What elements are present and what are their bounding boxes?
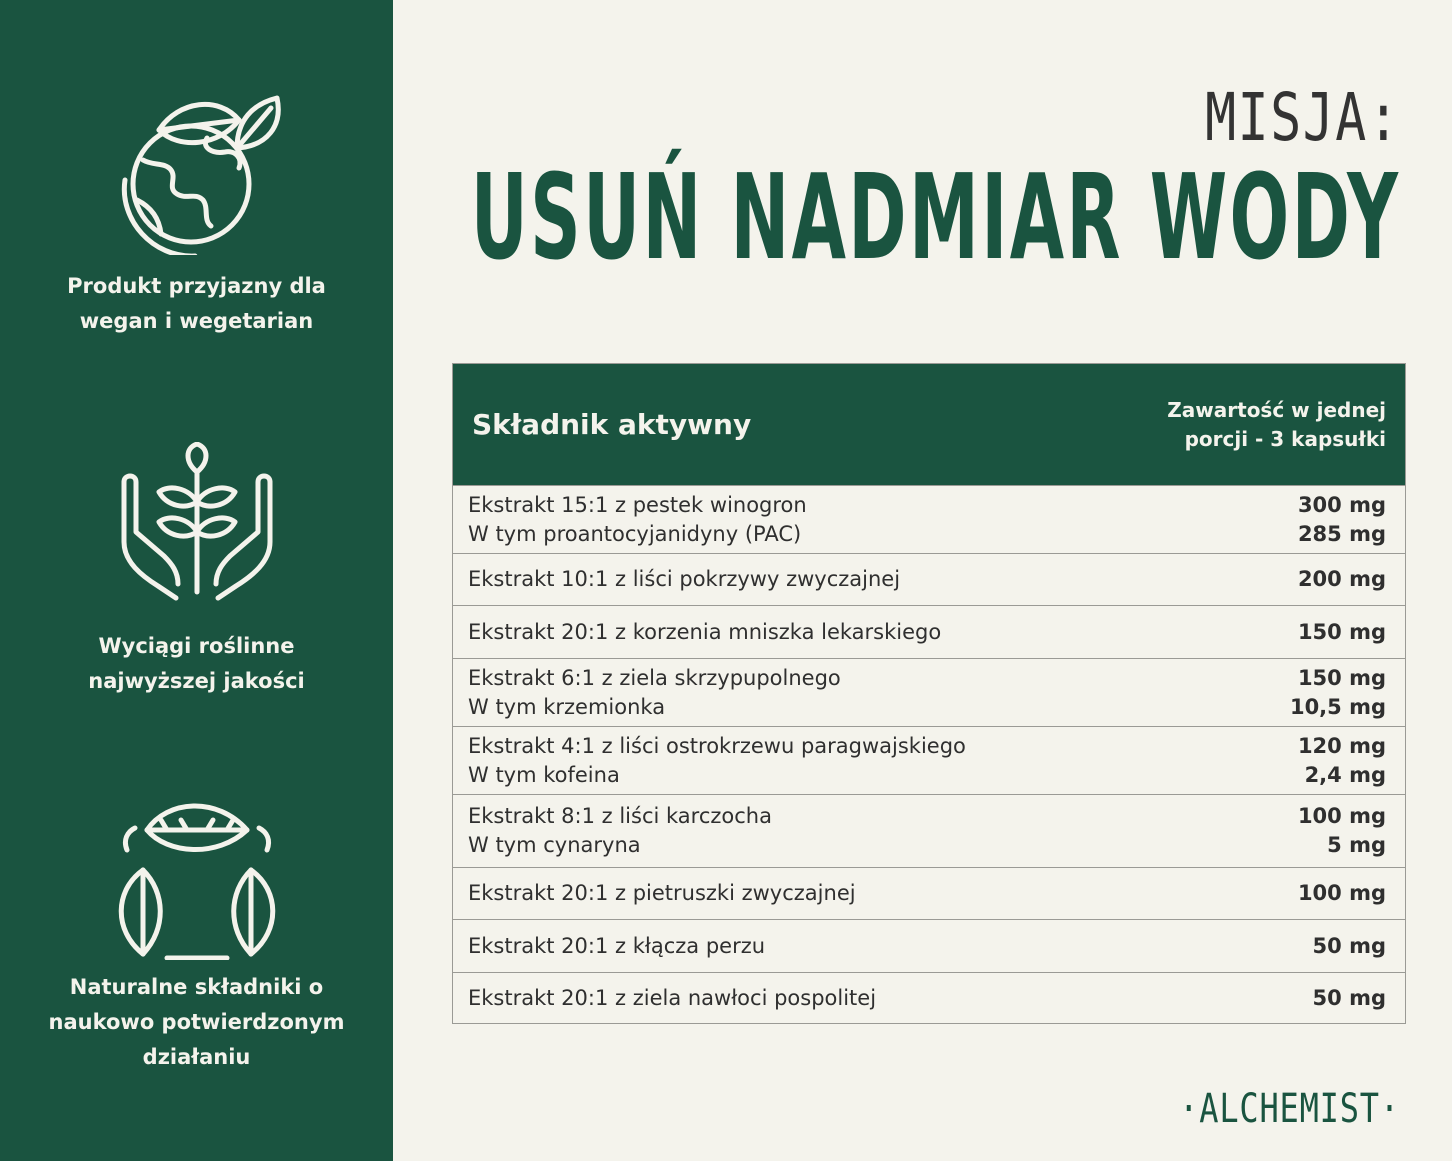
ingredient-name <box>468 802 772 860</box>
ingredient-name <box>468 618 941 647</box>
ingredient-line: Ekstrakt 4:1 z liści ostrokrzewu paragwajskiego <box>468 733 966 758</box>
amount-value: 50 mg <box>1312 985 1386 1010</box>
amount-value: 100 mg <box>1297 881 1386 905</box>
amount-value: 5 mg <box>1327 833 1386 857</box>
ingredient-amount <box>1313 932 1386 961</box>
ingredient-line: W tym kofeina <box>468 762 620 787</box>
ingredient-line: W tym krzemionka <box>468 694 666 719</box>
ingredient-name <box>468 879 856 908</box>
feature-plant-extracts <box>0 442 393 699</box>
column-header-ingredient: Składnik aktywny <box>472 408 752 441</box>
amount-value: 150 mg <box>1297 619 1386 644</box>
ingredient-line: Ekstrakt 20:1 z kłącza perzu <box>468 933 766 958</box>
amount-value: 100 mg <box>1297 804 1386 828</box>
feature-natural-text: Naturalne składniki o naukowo potwierdzonym działaniu <box>48 975 345 1069</box>
amount-value: 120 mg <box>1297 733 1386 758</box>
ingredient-line: W tym cynaryna <box>468 833 641 857</box>
earth-leaves-icon <box>107 90 287 255</box>
feature-vegan <box>0 90 393 339</box>
ingredient-amount <box>1298 565 1386 594</box>
ingredient-line: W tym proantocyjanidyny (PAC) <box>468 521 802 546</box>
ingredient-name <box>468 491 807 549</box>
ingredient-line: Ekstrakt 20:1 z korzenia mniszka lekarskiego <box>468 619 942 644</box>
table-row <box>453 794 1405 867</box>
amount-value: 200 mg <box>1297 567 1386 591</box>
table-header <box>453 364 1405 485</box>
table-row <box>453 485 1405 553</box>
table-row <box>453 658 1405 726</box>
ingredient-line: Ekstrakt 20:1 z pietruszki zwyczajnej <box>468 881 856 905</box>
recycle-leaves-icon <box>107 790 287 960</box>
ingredient-line: Ekstrakt 20:1 z ziela nawłoci pospolitej <box>468 985 877 1010</box>
feature-natural <box>0 790 393 1075</box>
feature-vegan-text: Produkt przyjazny dla wegan i wegetarian <box>67 274 326 333</box>
ingredient-name <box>468 984 876 1013</box>
ingredient-amount <box>1298 491 1386 549</box>
table-row <box>453 867 1405 919</box>
ingredient-line: Ekstrakt 10:1 z liści pokrzywy zwyczajnej <box>468 567 901 591</box>
table-body <box>453 485 1405 1023</box>
table-row <box>453 919 1405 972</box>
amount-value: 300 mg <box>1297 492 1386 517</box>
ingredient-name <box>468 732 966 790</box>
table-row <box>453 726 1405 794</box>
ingredient-amount <box>1298 802 1386 860</box>
amount-value: 150 mg <box>1297 665 1386 690</box>
ingredient-amount <box>1290 664 1386 722</box>
feature-plant-extracts-text: Wyciągi roślinne najwyższej jakości <box>88 634 305 693</box>
ingredient-name <box>468 664 841 722</box>
table-row <box>453 553 1405 605</box>
sidebar <box>0 0 393 1161</box>
table-row <box>453 605 1405 658</box>
amount-value: 10,5 mg <box>1289 694 1386 719</box>
ingredients-table <box>452 363 1406 1024</box>
amount-value: 2,4 mg <box>1304 762 1386 787</box>
ingredient-name <box>468 932 765 961</box>
title-main: USUŃ NADMIAR WODY <box>470 148 1400 286</box>
amount-value: 50 mg <box>1312 933 1386 958</box>
amount-value: 285 mg <box>1297 521 1386 546</box>
ingredient-amount <box>1298 732 1386 790</box>
table-row <box>453 972 1405 1023</box>
ingredient-name <box>468 565 900 594</box>
ingredient-amount <box>1298 879 1386 908</box>
hands-plant-icon <box>112 442 282 607</box>
ingredient-amount <box>1298 618 1386 647</box>
column-header-amount: Zawartość w jednej porcji - 3 kapsułki <box>1167 397 1386 451</box>
ingredient-line: Ekstrakt 6:1 z ziela skrzypupolnego <box>468 665 841 690</box>
ingredient-line: Ekstrakt 8:1 z liści karczocha <box>468 804 772 828</box>
ingredient-line: Ekstrakt 15:1 z pestek winogron <box>468 492 807 517</box>
ingredient-amount <box>1313 984 1386 1013</box>
title-mission: MISJA: <box>1204 79 1400 156</box>
brand-logo: ·ALCHEMIST· <box>1179 1086 1400 1132</box>
